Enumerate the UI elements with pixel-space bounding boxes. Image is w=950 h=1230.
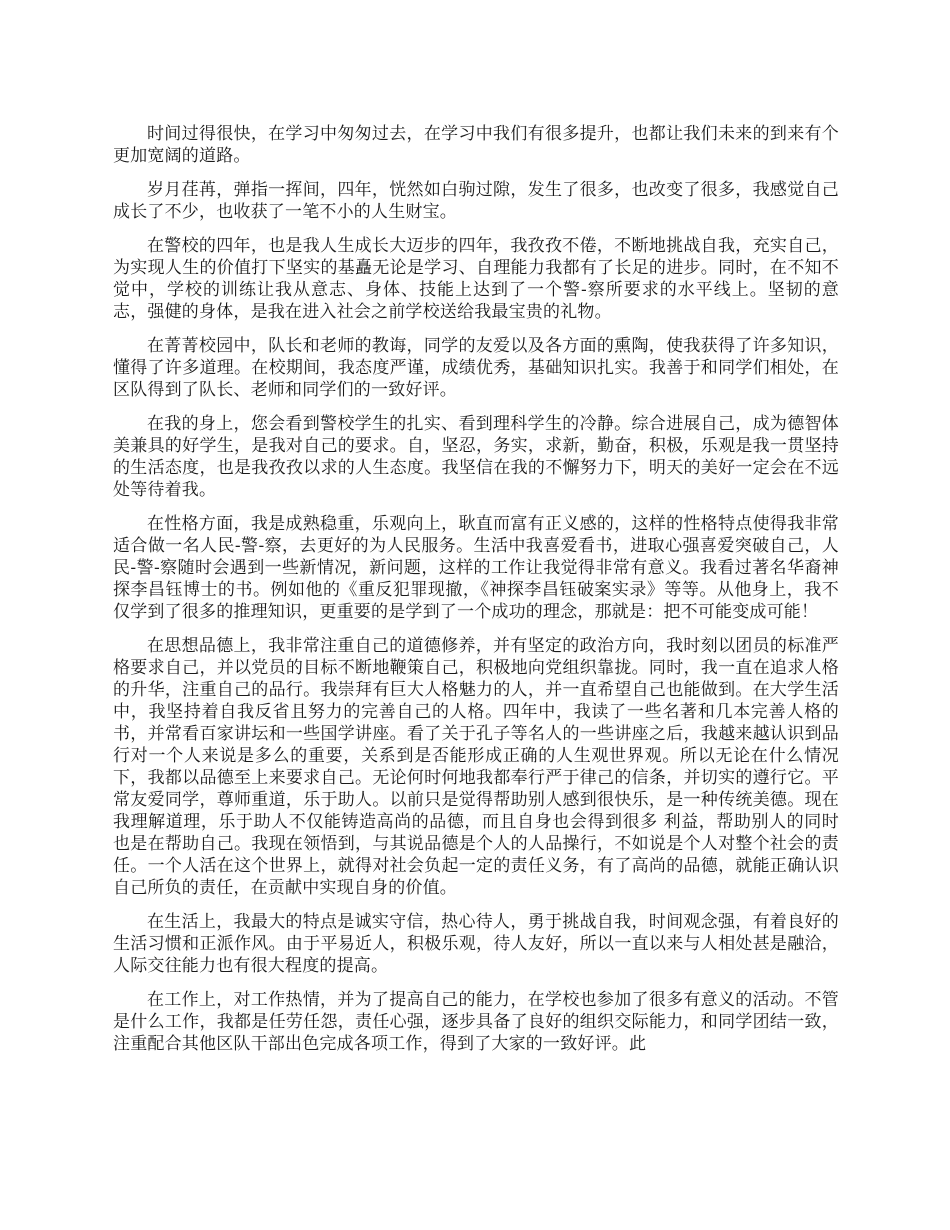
paragraph-3: 在警校的四年，也是我人生成长大迈步的四年，我孜孜不倦，不断地挑战自我，充实自己，为实现人生的价值打下坚实的基矗无论是学习、自理能力我都有了长足的进步。同时，在不知不觉中，学校的训练让我从意志、身体、技能上达到了一个警-察所要求的水平线上。坚韧的意志，强健的身体，是我在进入社会之前学校送给我最宝贵的礼物。	[113, 236, 839, 322]
paragraph-6: 在性格方面，我是成熟稳重，乐观向上，耿直而富有正义感的，这样的性格特点使得我非常适合做一名人民-警-察，去更好的为人民服务。生活中我喜爱看书，进取心强喜爱突破自己，人民-警-察随时会遇到一些新情况，新问题，这样的工作让我觉得非常有意义。我看过著名华裔神探李昌钰博士的书。例如他的《重反犯罪现撤，《神探李昌钰破案实录》等等。从他身上，我不仅学到了很多的推理知识，更重要的是学到了一个成功的理念，那就是：把不可能变成可能！	[113, 514, 839, 622]
paragraph-2: 岁月荏苒，弹指一挥间，四年，恍然如白驹过隙，发生了很多，也改变了很多，我感觉自己成长了不少，也收获了一笔不小的人生财宝。	[113, 180, 839, 222]
paragraph-1: 时间过得很快，在学习中匆匆过去，在学习中我们有很多提升，也都让我们未来的到来有个更加宽阔的道路。	[113, 124, 839, 166]
paragraph-8: 在生活上，我最大的特点是诚实守信，热心待人，勇于挑战自我，时间观念强，有着良好的生活习惯和正派作风。由于平易近人，积极乐观，待人友好，所以一直以来与人相处甚是融洽，人际交往能力也有很大程度的提高。	[113, 912, 839, 976]
paragraph-4: 在菁菁校园中，队长和老师的教诲，同学的友爱以及各方面的熏陶，使我获得了许多知识，懂得了许多道理。在校期间，我态度严谨，成绩优秀，基础知识扎实。我善于和同学们相处，在区队得到了队长、老师和同学们的一致好评。	[113, 336, 839, 400]
paragraph-7: 在思想品德上，我非常注重自己的道德修养，并有坚定的政治方向，我时刻以团员的标准严格要求自己，并以党员的目标不断地鞭策自己，积极地向党组织靠拢。同时，我一直在追求人格的升华，注重自己的品行。我崇拜有巨大人格魅力的人，并一直希望自己也能做到。在大学生活中，我坚持着自我反省且努力的完善自己的人格。四年中，我读了一些名著和几本完善人格的书，并常看百家讲坛和一些国学讲座。看了关于孔子等名人的一些讲座之后，我越来越认识到品行对一个人来说是多么的重要，关系到是否能形成正确的人生观世界观。所以无论在什么情况下，我都以品德至上来要求自己。无论何时何地我都奉行严于律己的信条，并切实的遵行它。平常友爱同学，尊师重道，乐于助人。以前只是觉得帮助别人感到很快乐，是一种传统美德。现在我理解道理，乐于助人不仅能铸造高尚的品德，而且自身也会得到很多 利益，帮助别人的同时也是在帮助自己。我现在领悟到，与其说品德是个人的人品操行，不如说是个人对整个社会的责任。一个人活在这个世界上，就得对社会负起一定的责任义务，有了高尚的品德，就能正确认识自己所负的责任，在贡献中实现自身的价值。	[113, 636, 839, 898]
paragraph-5: 在我的身上，您会看到警校学生的扎实、看到理科学生的冷静。综合进展自己，成为德智体美兼具的好学生，是我对自己的要求。自，坚忍，务实，求新，勤奋，积极，乐观是我一贯坚持的生活态度，也是我孜孜以求的人生态度。我坚信在我的不懈努力下，明天的美好一定会在不远处等待着我。	[113, 414, 839, 500]
document-page	[113, 123, 839, 1067]
paragraph-9: 在工作上，对工作热情，并为了提高自己的能力，在学校也参加了很多有意义的活动。不管是什么工作，我都是任劳任怨，责任心强，逐步具备了良好的组织交际能力，和同学团结一致，注重配合其他区队干部出色完成各项工作，得到了大家的一致好评。此	[113, 990, 839, 1054]
